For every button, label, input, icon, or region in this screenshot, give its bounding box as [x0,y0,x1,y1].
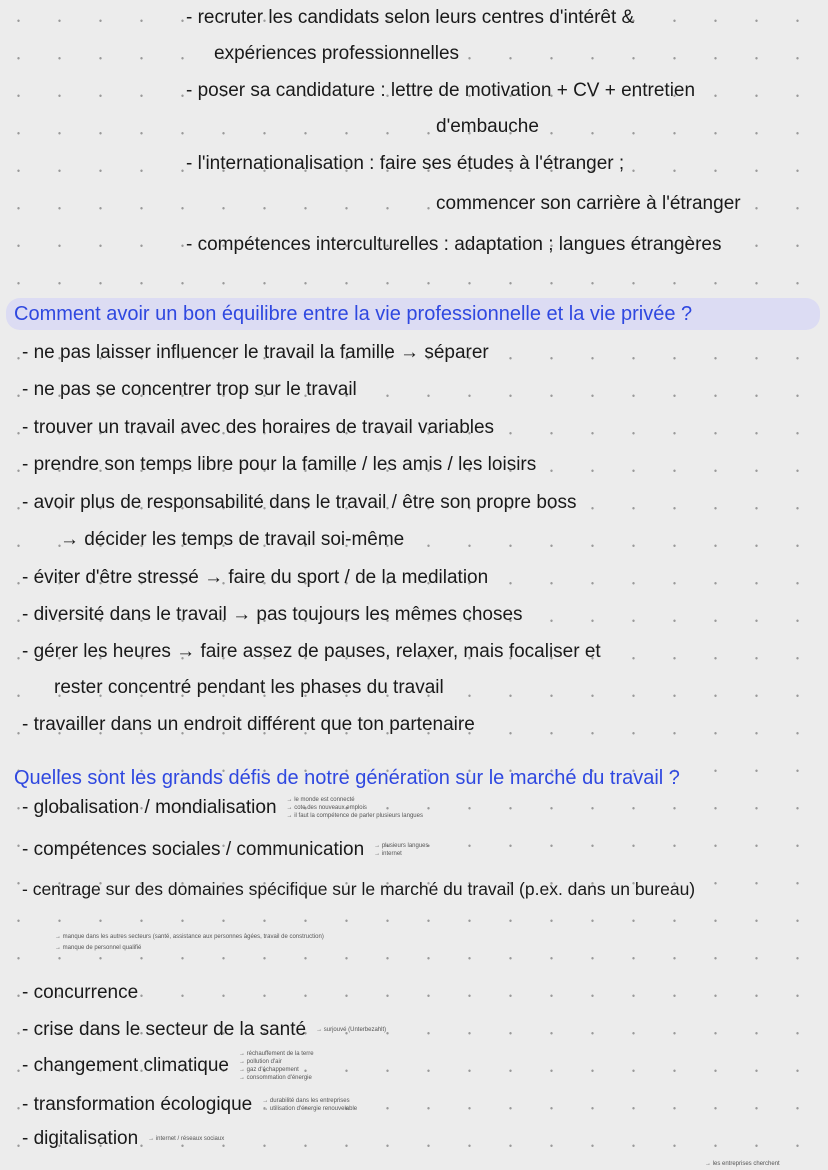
list-item: - ne pas laisser influencer le travail la famille → séparer [22,342,489,363]
list-item: - diversité dans le travail → pas toujours les mêmes choses [22,604,523,625]
list-row [22,796,423,820]
side-notes [316,1026,386,1034]
note-line: - poser sa candidature : lettre de motivation + CV + entretien [186,80,696,101]
list-item: - trouver un travail avec des horaires de travail variables [22,417,495,438]
note-line: - recruter les candidats selon leurs centres d'intérêt & [186,7,635,28]
side-note: → manque de personnel qualifié [55,945,142,951]
list-item: - globalisation / mondialisation [22,797,277,818]
list-item: - crise dans le secteur de la santé [22,1019,307,1040]
side-note: → consommation d'énergie [239,1075,312,1081]
list-row [22,838,429,862]
side-note: → le monde est connecté [286,797,355,803]
side-note: → internet / réseaux sociaux [148,1136,225,1142]
note-line: expériences professionnelles [214,43,460,64]
side-note: → les entreprises cherchent [705,1161,780,1167]
section-heading-balance: Comment avoir un bon équilibre entre la vie professionnelle et la vie privée ? [6,298,820,330]
side-notes [148,1135,224,1143]
side-note: → cote des nouveaux emplois [286,805,367,811]
list-item: - éviter d'être stressé → faire du sport / de la medilation [22,567,489,588]
side-note: → utilisation d'énergie renouvelable [262,1106,358,1112]
side-notes [239,1050,314,1082]
side-notes [262,1097,357,1113]
list-item: - changement climatique [22,1055,229,1076]
list-row [22,1050,314,1082]
side-note: → manque dans les autres secteurs (santé, assistance aux personnes âgées, travail de construction) [55,934,324,940]
side-notes [287,796,423,820]
side-notes [55,933,324,952]
list-item: - transformation écologique [22,1094,253,1115]
list-item: rester concentré pendant les phases du travail [54,677,444,698]
list-item: → décider les temps de travail soi-même [60,529,405,550]
list-row [22,1018,386,1042]
note-line: - compétences interculturelles : adaptation ; langues étrangères [186,234,722,255]
section-heading-challenges: Quelles sont les grands défis de notre génération sur le marché du travail ? [14,767,680,789]
list-item: - gérer les heures → faire assez de pauses, relaxer, mais focaliser et [22,641,601,662]
note-line: - l'internationalisation : faire ses études à l'étranger ; [186,153,625,174]
list-item: - prendre son temps libre pour la famille / les amis / les loisirs [22,454,537,475]
side-note: → plusieurs langues [374,843,429,849]
side-note: → surjouvé (Unterbezahlt) [316,1027,387,1033]
side-note: → réchauffement de la terre [239,1051,314,1057]
note-line: d'embauche [436,116,539,137]
side-note: → gaz d'échappement [239,1067,299,1073]
side-note: → il faut la compétence de parler plusieurs langues [286,813,423,819]
list-item: - digitalisation [22,1128,139,1149]
list-row [22,1093,357,1117]
list-item: - ne pas se concentrer trop sur le travail [22,379,357,400]
list-item: - travailler dans un endroit différent que ton partenaire [22,714,475,735]
list-row [22,1127,224,1151]
list-item: - concurrence [22,982,139,1003]
side-note: → durabilité dans les entreprises [262,1098,350,1104]
side-note: → pollution d'air [239,1059,282,1065]
list-item: - centrage sur des domaines spécifique sur le marché du travail (p.ex. dans un bureau) [22,879,696,899]
side-notes [374,842,428,858]
side-note: → internet [374,851,402,857]
list-item: - compétences sociales / communication [22,839,365,860]
list-item: - avoir plus de responsabilité dans le travail / être son propre boss [22,492,577,513]
note-line: commencer son carrière à l'étranger [436,193,741,214]
